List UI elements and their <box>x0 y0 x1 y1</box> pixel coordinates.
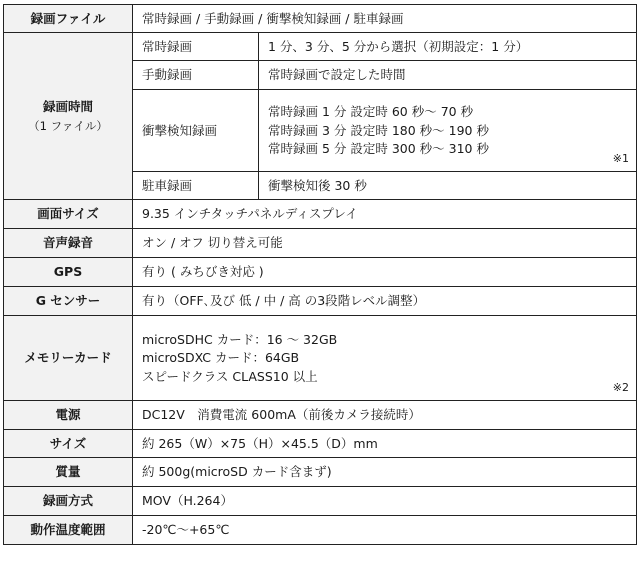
row-temp-range <box>4 516 637 545</box>
value-manual: 常時録画で設定した時間 <box>259 61 637 90</box>
memory-line-3: スピードクラス CLASS10 以上 <box>142 368 318 384</box>
sublabel-continuous: 常時録画 <box>133 33 259 61</box>
label-size: サイズ <box>4 430 133 458</box>
label-gps: GPS <box>4 258 133 287</box>
note-2: ※2 <box>612 381 630 395</box>
spec-table <box>3 4 637 545</box>
row-weight <box>4 458 637 487</box>
value-parking: 衝撃検知後 30 秒 <box>259 172 637 200</box>
memory-line-1: microSDHC カード：16 〜 32GB <box>142 331 338 347</box>
label-g-sensor: G センサー <box>4 287 133 316</box>
value-continuous: 1 分、3 分、5 分から選択（初期設定：1 分） <box>259 33 637 61</box>
label-weight: 質量 <box>4 458 133 487</box>
impact-line-1: 常時録画 1 分 設定時 60 秒〜 70 秒 <box>268 104 474 120</box>
value-record-file: 常時録画 / 手動録画 / 衝撃検知録画 / 駐車録画 <box>133 5 637 33</box>
sublabel-impact: 衝撃検知録画 <box>133 90 259 172</box>
value-record-format: MOV（H.264） <box>133 487 637 516</box>
label-record-time-main: 録画時間 <box>42 99 93 114</box>
label-memory-card: メモリーカード <box>4 316 133 401</box>
impact-line-3: 常時録画 5 分 設定時 300 秒〜 310 秒 <box>268 141 489 157</box>
row-record-file <box>4 5 637 33</box>
memory-line-2: microSDXC カード：64GB <box>142 350 300 366</box>
label-record-time <box>4 33 133 200</box>
row-g-sensor <box>4 287 637 316</box>
sublabel-parking: 駐車録画 <box>133 172 259 200</box>
value-temp-range: -20℃〜+65℃ <box>133 516 637 545</box>
value-memory-card <box>133 316 637 401</box>
value-audio: オン / オフ 切り替え可能 <box>133 229 637 258</box>
value-gps: 有り ( みちびき対応 ) <box>133 258 637 287</box>
value-screen-size: 9.35 インチタッチパネルディスプレイ <box>133 200 637 229</box>
value-size: 約 265（W）×75（H）×45.5（D）mm <box>133 430 637 458</box>
label-record-file: 録画ファイル <box>4 5 133 33</box>
value-weight: 約 500g(microSD カード含まず) <box>133 458 637 487</box>
label-power: 電源 <box>4 401 133 430</box>
row-screen-size <box>4 200 637 229</box>
row-size <box>4 430 637 458</box>
label-record-time-sub: （1 ファイル） <box>28 118 108 133</box>
label-screen-size: 画面サイズ <box>4 200 133 229</box>
row-memory-card <box>4 316 637 401</box>
row-record-time-continuous <box>4 33 637 61</box>
spec-table-container <box>3 4 637 545</box>
row-record-format <box>4 487 637 516</box>
row-power <box>4 401 637 430</box>
note-1: ※1 <box>612 152 630 166</box>
row-audio <box>4 229 637 258</box>
sublabel-manual: 手動録画 <box>133 61 259 90</box>
value-power: DC12V 消費電流 600mA（前後カメラ接続時） <box>133 401 637 430</box>
label-temp-range: 動作温度範囲 <box>4 516 133 545</box>
impact-line-2: 常時録画 3 分 設定時 180 秒〜 190 秒 <box>268 122 489 138</box>
label-audio: 音声録音 <box>4 229 133 258</box>
label-record-format: 録画方式 <box>4 487 133 516</box>
value-g-sensor: 有り（OFF､及び 低 / 中 / 高 の3段階レベル調整） <box>133 287 637 316</box>
row-gps <box>4 258 637 287</box>
value-impact <box>259 90 637 172</box>
